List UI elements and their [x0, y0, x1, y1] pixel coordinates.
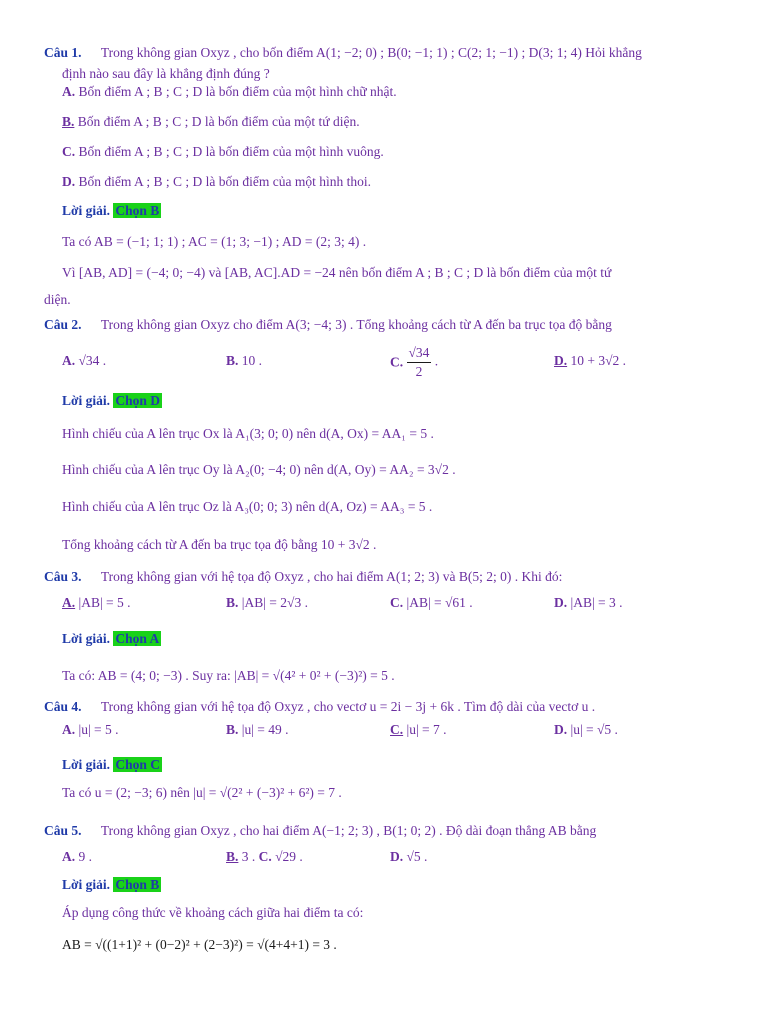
option-d — [62, 173, 371, 191]
solution-line: Áp dụng công thức về khoảng cách giữa hai điểm ta có: — [62, 905, 364, 920]
question-4-stem — [44, 698, 595, 716]
option-letter: A. — [62, 595, 76, 610]
option-a — [62, 594, 131, 612]
option-d — [554, 352, 626, 370]
answer-highlight: Chọn C — [115, 757, 160, 772]
option-b — [226, 352, 262, 370]
solution-header — [62, 202, 161, 220]
fraction — [407, 344, 432, 381]
option-b — [62, 113, 360, 131]
solution-label: Lời giải. — [62, 203, 110, 218]
option-text: Bốn điểm A ; B ; C ; D là bốn điểm của một hình vuông. — [78, 144, 384, 159]
solution-header — [62, 392, 162, 410]
option-letter: C. — [390, 595, 404, 610]
question-label: Câu 2. — [44, 317, 82, 332]
option-text: 9 . — [78, 849, 92, 864]
option-c — [390, 344, 438, 381]
option-letter: B. — [226, 722, 239, 737]
option-b — [226, 721, 289, 739]
option-text: |u| = 7 . — [406, 722, 447, 737]
option-b — [226, 594, 308, 612]
solution-header — [62, 630, 161, 648]
solution-line: Vì [AB, AD] = (−4; 0; −4) và [AB, AC].AD = −24 nên bốn điểm A ; B ; C ; D là bốn điểm của một tứ — [62, 265, 612, 280]
option-letter: A. — [62, 353, 76, 368]
option-text: 3 . — [241, 849, 256, 864]
option-text: |AB| = 2√3 . — [241, 595, 308, 610]
option-letter: B. — [62, 114, 75, 129]
solution-line: Ta có: AB = (4; 0; −3) . Suy ra: |AB| = √(4² + 0² + (−3)²) = 5 . — [62, 668, 395, 683]
solution-header — [62, 756, 162, 774]
answer-highlight: Chọn B — [115, 877, 160, 892]
question-1-stem-cont: định nào sau đây là khẳng định đúng ? — [62, 66, 270, 81]
option-a — [62, 352, 106, 370]
solution-line: Hình chiếu của A lên trục Oy là A₂(0; −4; 0) nên d(A, Oy) = AA₂ = 3√2 . — [62, 462, 456, 477]
question-text: Trong không gian Oxyz , cho hai điểm A(−1; 2; 3) , B(1; 0; 2) . Độ dài đoạn thẳng AB bằng — [100, 823, 597, 838]
option-d — [554, 721, 618, 739]
option-text: √34 . — [78, 353, 107, 368]
option-text: √29 . — [275, 849, 303, 864]
option-letter: D. — [554, 353, 568, 368]
option-text: |AB| = 3 . — [570, 595, 623, 610]
solution-label: Lời giải. — [62, 393, 110, 408]
fraction-numerator: √34 — [407, 344, 432, 363]
option-letter: D. — [390, 849, 404, 864]
option-text: Bốn điểm A ; B ; C ; D là bốn điểm của một tứ diện. — [77, 114, 360, 129]
question-text: Trong không gian với hệ tọa độ Oxyz , cho vectơ u = 2i − 3j + 6k . Tìm độ dài của vectơ u . — [100, 699, 596, 714]
option-b-c — [226, 848, 303, 866]
option-letter: B. — [226, 595, 239, 610]
option-text: √5 . — [406, 849, 428, 864]
option-letter: C. — [62, 144, 76, 159]
option-letter: B. — [226, 353, 239, 368]
question-label: Câu 5. — [44, 823, 82, 838]
option-d — [390, 848, 427, 866]
option-letter: C. — [390, 354, 404, 370]
option-a — [62, 721, 119, 739]
option-text: Bốn điểm A ; B ; C ; D là bốn điểm của một hình chữ nhật. — [78, 84, 397, 99]
option-a — [62, 83, 397, 101]
option-letter: A. — [62, 849, 76, 864]
question-2-stem — [44, 316, 612, 334]
option-c — [62, 143, 384, 161]
option-c — [390, 594, 473, 612]
option-letter: A. — [62, 722, 76, 737]
solution-label: Lời giải. — [62, 877, 110, 892]
option-text: 10 + 3√2 . — [570, 353, 627, 368]
solution-line: Ta có u = (2; −3; 6) nên |u| = √(2² + (−3)² + 6²) = 7 . — [62, 785, 342, 800]
option-c — [390, 721, 447, 739]
answer-highlight: Chọn D — [115, 393, 160, 408]
option-a — [62, 848, 92, 866]
option-letter: D. — [554, 722, 568, 737]
question-label: Câu 3. — [44, 569, 82, 584]
solution-formula: AB = √((1+1)² + (0−2)² + (2−3)²) = √(4+4+1) = 3 . — [62, 937, 337, 952]
option-text: Bốn điểm A ; B ; C ; D là bốn điểm của một hình thoi. — [78, 174, 371, 189]
solution-line: Ta có AB = (−1; 1; 1) ; AC = (1; 3; −1) ; AD = (2; 3; 4) . — [62, 234, 367, 249]
option-text: 10 . — [241, 353, 263, 368]
question-text: Trong không gian với hệ tọa độ Oxyz , cho hai điểm A(1; 2; 3) và B(5; 2; 0) . Khi đó: — [100, 569, 563, 584]
solution-line: Hình chiếu của A lên trục Ox là A₁(3; 0; 0) nên d(A, Ox) = AA₁ = 5 . — [62, 426, 434, 441]
option-text: |u| = 5 . — [78, 722, 119, 737]
option-tail: . — [434, 353, 439, 369]
question-label: Câu 1. — [44, 45, 82, 60]
option-text: |AB| = √61 . — [406, 595, 473, 610]
option-letter: C. — [258, 849, 272, 864]
question-label: Câu 4. — [44, 699, 82, 714]
option-text: |u| = 49 . — [241, 722, 289, 737]
question-1-stem — [44, 44, 642, 62]
option-letter: A. — [62, 84, 76, 99]
question-text: Trong không gian Oxyz , cho bốn điểm A(1; −2; 0) ; B(0; −1; 1) ; C(2; 1; −1) ; D(3; 1; 4) Hỏi khẳng — [100, 45, 642, 60]
option-text: |AB| = 5 . — [78, 595, 131, 610]
question-5-stem — [44, 822, 596, 840]
solution-label: Lời giải. — [62, 631, 110, 646]
solution-line: Tổng khoảng cách từ A đến ba trục tọa độ bằng 10 + 3√2 . — [62, 537, 377, 552]
solution-line: Hình chiếu của A lên trục Oz là A₃(0; 0; 3) nên d(A, Oz) = AA₃ = 5 . — [62, 499, 433, 514]
option-letter: B. — [226, 849, 239, 864]
option-letter: C. — [390, 722, 404, 737]
answer-highlight: Chọn B — [115, 203, 160, 218]
option-letter: D. — [62, 174, 76, 189]
solution-label: Lời giải. — [62, 757, 110, 772]
fraction-denominator: 2 — [415, 364, 423, 379]
question-3-stem — [44, 568, 562, 586]
question-text: Trong không gian Oxyz cho điểm A(3; −4; 3) . Tổng khoảng cách từ A đến ba trục tọa độ bằng — [100, 317, 612, 332]
option-letter: D. — [554, 595, 568, 610]
solution-line: diện. — [44, 292, 71, 307]
answer-highlight: Chọn A — [115, 631, 160, 646]
option-d — [554, 594, 623, 612]
solution-header — [62, 876, 161, 894]
option-text: |u| = √5 . — [570, 722, 618, 737]
